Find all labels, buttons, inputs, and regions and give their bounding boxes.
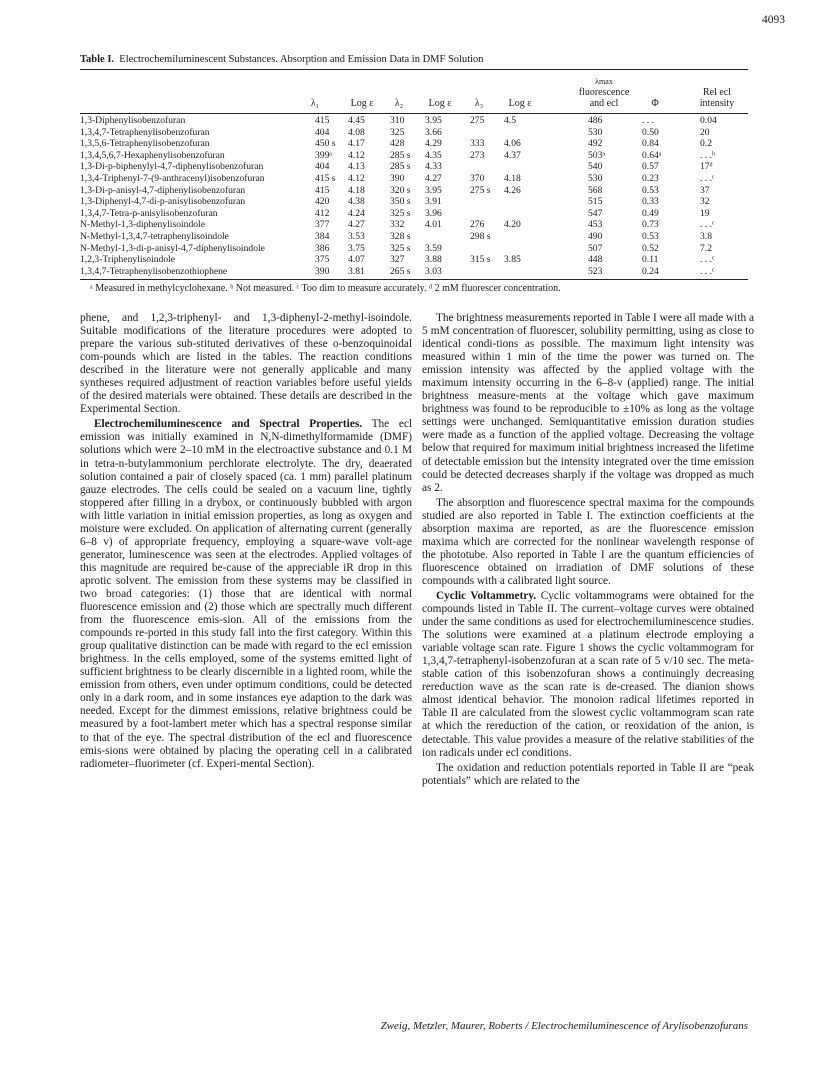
- quantum-yield-cell: 0.53: [642, 184, 659, 196]
- quantum-yield-cell: 0.11: [642, 254, 659, 266]
- log-eps2-cell: 4.29: [425, 138, 442, 150]
- right-paragraph-1: The brightness measurements reported in Table I were all made with a 5 mM concentration of fluorescer, solubility permitting, using as close to identical condi-tions as possible. The maximum light intensity was measured within 1 min of the time the power was turned on. The emission intensity was affected by the applied voltage with the maximum intensity occurring in the 6–8-v (applied) range. The initial brightness measure-ments at the voltage which gave maximum brightness was found to be reproducible to ±10% as long as the voltage settings were unchanged. Semiquantitative emission duration studies were made as a function of the applied voltage. Decreasing the voltage below that required for maximum initial brightness increased the lifetime of detectable emission but the intensity integrated over the time emission could be detected decreases sharply if the voltage was dropped as much as 2.: [422, 312, 754, 494]
- log-eps3-cell: 4.37: [504, 149, 521, 161]
- emission-max-cell: 490: [588, 231, 603, 242]
- right-paragraph-4: The oxidation and reduction potentials reported in Table II are “peak potentials” which are related to the: [422, 761, 754, 787]
- emission-max-cell: 507: [588, 242, 603, 254]
- rel-ecl-cell: . . .ᶜ: [700, 254, 715, 266]
- section-heading-ecl: Electrochemiluminescence and Spectral Properties.: [94, 418, 363, 431]
- emission-max-cell: 486: [588, 115, 603, 126]
- compound-name: 1,3,4,7-Tetra-p-anisylisobenzofuran: [80, 207, 218, 219]
- compound-name: 1,3,4-Triphenyl-7-(9-anthracenyl)isobenzofuran: [80, 173, 265, 184]
- lambda2-cell: 428: [390, 138, 405, 150]
- lambda2-cell: 285 s: [390, 161, 411, 173]
- rel-ecl-cell: 0.2: [700, 138, 712, 150]
- table-row: [80, 196, 748, 208]
- lambda1-cell: 404: [315, 161, 330, 173]
- lambda2-cell: 327: [390, 254, 405, 266]
- lambda1-cell: 384: [315, 231, 330, 242]
- compound-name: N-Methyl-1,3-di-p-anisyl-4,7-diphenylisoindole: [80, 242, 265, 254]
- header-log-eps1: Log ε: [350, 98, 374, 109]
- log-eps2-cell: 3.03: [425, 265, 442, 277]
- quantum-yield-cell: 0.33: [642, 196, 659, 208]
- log-eps2-cell: 4.27: [425, 173, 442, 184]
- section-heading-cv: Cyclic Voltammetry.: [436, 589, 537, 602]
- rel-ecl-cell: . . .ᶜ: [700, 173, 715, 184]
- log-eps2-cell: 3.59: [425, 242, 442, 254]
- header-rel-ecl: Rel ecl: [702, 87, 732, 98]
- log-eps2-cell: 4.01: [425, 219, 442, 231]
- running-footer: Zweig, Metzler, Maurer, Roberts / Electrochemiluminescence of Arylisobenzofurans: [380, 1020, 748, 1032]
- right-column: [422, 312, 754, 788]
- log-eps2-cell: 4.35: [425, 149, 442, 161]
- compound-name: 1,3-Diphenylisobenzofuran: [80, 115, 186, 126]
- compound-name: 1,3,4,7-Tetraphenylisobenzothiophene: [80, 265, 228, 277]
- lambda3-cell: 315 s: [470, 254, 491, 266]
- emission-max-cell: 530: [588, 173, 603, 184]
- log-eps3-cell: 4.18: [504, 173, 521, 184]
- lambda2-cell: 390: [390, 173, 405, 184]
- quantum-yield-cell: 0.52: [642, 242, 659, 254]
- quantum-yield-cell: 0.57: [642, 161, 659, 173]
- table-caption-text: Electrochemiluminescent Substances. Absorption and Emission Data in DMF Solution: [119, 54, 484, 65]
- emission-max-cell: 492: [588, 138, 603, 150]
- quantum-yield-cell: 0.24: [642, 265, 659, 277]
- log-eps1-cell: 4.12: [348, 149, 365, 161]
- log-eps1-cell: 4.18: [348, 184, 365, 196]
- lambda2-cell: 350 s: [390, 196, 411, 208]
- compound-name: N-Methyl-1,3,4,7-tetraphenylisoindole: [80, 231, 229, 242]
- quantum-yield-cell: . . .: [642, 115, 654, 126]
- lambda1-cell: 412: [315, 207, 330, 219]
- emission-max-cell: 530: [588, 126, 603, 138]
- log-eps2-cell: 3.66: [425, 126, 442, 138]
- log-eps1-cell: 4.12: [348, 173, 365, 184]
- log-eps1-cell: 4.27: [348, 219, 365, 231]
- log-eps2-cell: 3.96: [425, 207, 442, 219]
- log-eps1-cell: 4.38: [348, 196, 365, 208]
- log-eps1-cell: 4.24: [348, 207, 365, 219]
- log-eps1-cell: 3.81: [348, 265, 365, 277]
- compound-name: 1,3,4,5,6,7-Hexaphenylisobenzofuran: [80, 149, 225, 161]
- lambda1-cell: 415 s: [315, 173, 336, 184]
- lambda1-cell: 415: [315, 184, 330, 196]
- lambda3-cell: 333: [470, 138, 485, 150]
- compound-name: 1,3-Di-p-biphenylyl-4,7-diphenylisobenzofuran: [80, 161, 264, 173]
- table-bottom-rule: [80, 279, 748, 280]
- log-eps1-cell: 4.13: [348, 161, 365, 173]
- log-eps1-cell: 4.45: [348, 115, 365, 126]
- table-row: [80, 231, 748, 243]
- header-fluorescence: fluorescence: [578, 87, 630, 98]
- log-eps1-cell: 3.75: [348, 242, 365, 254]
- rel-ecl-cell: . . .ᶜ: [700, 219, 715, 231]
- table-row: [80, 173, 748, 185]
- header-lambda-max: λmax: [595, 77, 613, 86]
- header-and-ecl: and ecl: [589, 98, 619, 109]
- rel-ecl-cell: 0.04: [700, 115, 717, 126]
- header-log-eps3: Log ε: [508, 98, 532, 109]
- table-caption-label: Table I.: [80, 54, 115, 65]
- quantum-yield-cell: 0.23: [642, 173, 659, 184]
- lambda3-cell: 370: [470, 173, 485, 184]
- emission-max-cell: 547: [588, 207, 603, 219]
- quantum-yield-cell: 0.73: [642, 219, 659, 231]
- table-row: [80, 254, 748, 266]
- emission-max-cell: 540: [588, 161, 603, 173]
- lambda1-cell: 386: [315, 242, 330, 254]
- right-paragraph-3: [422, 590, 754, 760]
- rel-ecl-cell: 32: [700, 196, 710, 208]
- table-row: [80, 127, 748, 139]
- lambda1-cell: 399ᵃ: [315, 149, 333, 161]
- left-paragraph-1: phene, and 1,2,3-triphenyl- and 1,3-diphenyl-2-methyl-isoindole. Suitable modifications of the literature procedures were adopted to prepare the various sub-stituted derivatives of these o-benzoquinoidal com-pounds which are listed in the tables. The reaction conditions described in the literature were not generally applicable and many syntheses required adjustment of reaction variables before useful yields of the desired materials were obtained. These details are described in the Experimental Section.: [80, 312, 412, 416]
- lambda1-cell: 375: [315, 254, 330, 266]
- lambda3-cell: 276: [470, 219, 485, 231]
- header-lambda1: λ₁: [310, 98, 320, 109]
- lambda1-cell: 390: [315, 265, 330, 277]
- lambda2-cell: 325 s: [390, 207, 411, 219]
- lambda1-cell: 415: [315, 115, 330, 126]
- lambda1-cell: 404: [315, 126, 330, 138]
- lambda2-cell: 325 s: [390, 242, 411, 254]
- lambda2-cell: 325: [390, 126, 405, 138]
- rel-ecl-cell: 3.8: [700, 231, 712, 242]
- table-header-rule: [80, 113, 748, 114]
- left-paragraph-2-text: The ecl emission was initially examined in N,N-dimethylformamide (DMF) solutions which were 2–10 mM in the electroactive substance and 0.1 M in tetra-n-butylammonium perchlorate electrolyte. The dry, deaerated solution contained a pair of closely spaced (ca. 1 mm) parallel platinum gauze electrodes. The cells could be sealed on a vacuum line, tightly stoppered after filling in a drybox, or continuously bubbled with argon with little variation in initial emission properties, as long as oxygen and moisture were excluded. On application of alternating current (generally 6–8 v) of appropriate frequency, employing a square-wave volt-age generator, luminescence was seen at the electrodes. Applied voltages of this magnitude are required be-cause of the appreciable iR drop in this aprotic solvent. The emission from these systems may be classified in two broad categories: (1) those that are identical with normal fluorescence emission and (2) those which are spectrally much different from the fluorescence emis-sion. All of the emissions from the compounds re-ported in this study fall into the first category. Within this group qualitative distinction can be made with regard to the ecl emission brightness. In the cells employed, some of the systems emitted light of sufficient brightness to be clearly discernible in a lighted room, while the emission from others, even under optimum conditions, could be detected only in a dark room, and in some instances eye adaption to the dark was needed. Except for the dimmest emissions, relative brightness could be measured by a foot-lambert meter which has a spectral response similar to that of the eye. The spectral distribution of the ecl and fluorescence emis-sions were obtained by placing the operating cell in a calibrated radiometer–fluorimeter (cf. Experi-mental Section).: [80, 418, 412, 770]
- rel-ecl-cell: 37: [700, 184, 710, 196]
- lambda1-cell: 420: [315, 196, 330, 208]
- quantum-yield-cell: 0.49: [642, 207, 659, 219]
- compound-name: N-Methyl-1,3-diphenylisoindole: [80, 219, 205, 231]
- header-log-eps2: Log ε: [428, 98, 452, 109]
- log-eps3-cell: 4.26: [504, 184, 521, 196]
- lambda3-cell: 273: [470, 149, 485, 161]
- log-eps1-cell: 4.08: [348, 126, 365, 138]
- lambda1-cell: 450 s: [315, 138, 336, 150]
- right-paragraph-2: The absorption and fluorescence spectral maxima for the compounds studied are also reported in Table I. The extinction coefficients at the absorption maxima are reported, as are the fluorescence emission maxima which are corrected for the nonlinear wavelength response of the phototube. Also reported in Table I are the quantum efficiencies of fluorescence obtained on irradiation of DMF solutions of these compounds with a calibrated light source.: [422, 496, 754, 587]
- table-row: [80, 138, 748, 150]
- log-eps2-cell: 3.91: [425, 196, 442, 208]
- emission-max-cell: 515: [588, 196, 603, 208]
- lambda3-cell: 275: [470, 115, 485, 126]
- header-intensity: intensity: [699, 98, 735, 109]
- table-row: [80, 219, 748, 231]
- emission-max-cell: 453: [588, 219, 603, 231]
- rel-ecl-cell: 20: [700, 126, 710, 138]
- table-row: [80, 185, 748, 197]
- table-row: [80, 150, 748, 162]
- header-phi: Φ: [651, 98, 659, 109]
- log-eps2-cell: 3.95: [425, 184, 442, 196]
- log-eps3-cell: 4.20: [504, 219, 521, 231]
- lambda1-cell: 377: [315, 219, 330, 231]
- compound-name: 1,3,4,7-Tetraphenylisobenzofuran: [80, 126, 210, 138]
- emission-max-cell: 448: [588, 254, 603, 266]
- lambda2-cell: 265 s: [390, 265, 411, 277]
- lambda2-cell: 332: [390, 219, 405, 231]
- table-row: [80, 266, 748, 278]
- left-column: [80, 312, 412, 771]
- header-lambda3: λ₃: [474, 98, 484, 109]
- table-top-rule: [80, 69, 748, 70]
- compound-name: 1,3-Diphenyl-4,7-di-p-anisylisobenzofuran: [80, 196, 246, 208]
- header-lambda2: λ₂: [394, 98, 404, 109]
- log-eps3-cell: 3.85: [504, 254, 521, 266]
- lambda2-cell: 310: [390, 115, 405, 126]
- table-caption: [80, 54, 484, 65]
- left-paragraph-2: [80, 418, 412, 770]
- log-eps1-cell: 3.53: [348, 231, 365, 242]
- log-eps2-cell: 3.95: [425, 115, 442, 126]
- log-eps1-cell: 4.07: [348, 254, 365, 266]
- rel-ecl-cell: 19: [700, 207, 710, 219]
- table-footnotes: ᵃ Measured in methylcyclohexane. ᵇ Not measured. ᶜ Too dim to measure accurately. ᵈ 2 mM fluorescer concentration.: [90, 283, 561, 294]
- log-eps2-cell: 3.88: [425, 254, 442, 266]
- log-eps1-cell: 4.17: [348, 138, 365, 150]
- compound-name: 1,2,3-Triphenylisoindole: [80, 254, 176, 266]
- compound-name: 1,3,5,6-Tetraphenylisobenzofuran: [80, 138, 210, 150]
- lambda3-cell: 298 s: [470, 231, 491, 242]
- rel-ecl-cell: 17ᵈ: [700, 161, 713, 173]
- log-eps3-cell: 4.06: [504, 138, 521, 150]
- right-paragraph-3-text: Cyclic voltammograms were obtained for the compounds listed in Table II. The current–voltage curves were obtained under the same conditions as used for electrochemiluminescence studies. The solutions were examined at a platinum electrode employing a variable voltage scan rate. Figure 1 shows the cyclic voltammogram for 1,3,4,7-tetraphenyl-isobenzofuran at a scan rate of 5 v/10 sec. The meta-stable cation of this isobenzofuran shows a continuingly decreasing rereduction wave as the scan rate is de-creased. The dianion shows almost identical behavior. The monoion radical lifetimes reported in Table II are calculated from the slowest cyclic voltammogram scan rate at which the rereduction of the cation, or reoxidation of the anion, is detectable. This value provides a measure of the relative stabilities of the ion radicals under ecl conditions.: [422, 589, 754, 759]
- table-row: [80, 115, 748, 127]
- quantum-yield-cell: 0.50: [642, 126, 659, 138]
- emission-max-cell: 503ᵃ: [588, 149, 606, 161]
- compound-name: 1,3-Di-p-anisyl-4,7-diphenylisobenzofuran: [80, 184, 246, 196]
- lambda2-cell: 285 s: [390, 149, 411, 161]
- emission-max-cell: 523: [588, 265, 603, 277]
- quantum-yield-cell: 0.64ᵃ: [642, 149, 662, 161]
- quantum-yield-cell: 0.84: [642, 138, 659, 150]
- emission-max-cell: 568: [588, 184, 603, 196]
- lambda2-cell: 320 s: [390, 184, 411, 196]
- rel-ecl-cell: . . .ᵇ: [700, 149, 715, 161]
- lambda3-cell: 275 s: [470, 184, 491, 196]
- table-row: [80, 161, 748, 173]
- rel-ecl-cell: . . .ᶜ: [700, 265, 715, 277]
- log-eps2-cell: 4.33: [425, 161, 442, 173]
- table-row: [80, 243, 748, 255]
- table-row: [80, 208, 748, 220]
- lambda2-cell: 328 s: [390, 231, 411, 242]
- quantum-yield-cell: 0.53: [642, 231, 659, 242]
- page-number: 4093: [762, 14, 785, 26]
- log-eps3-cell: 4.5: [504, 115, 516, 126]
- rel-ecl-cell: 7.2: [700, 242, 712, 254]
